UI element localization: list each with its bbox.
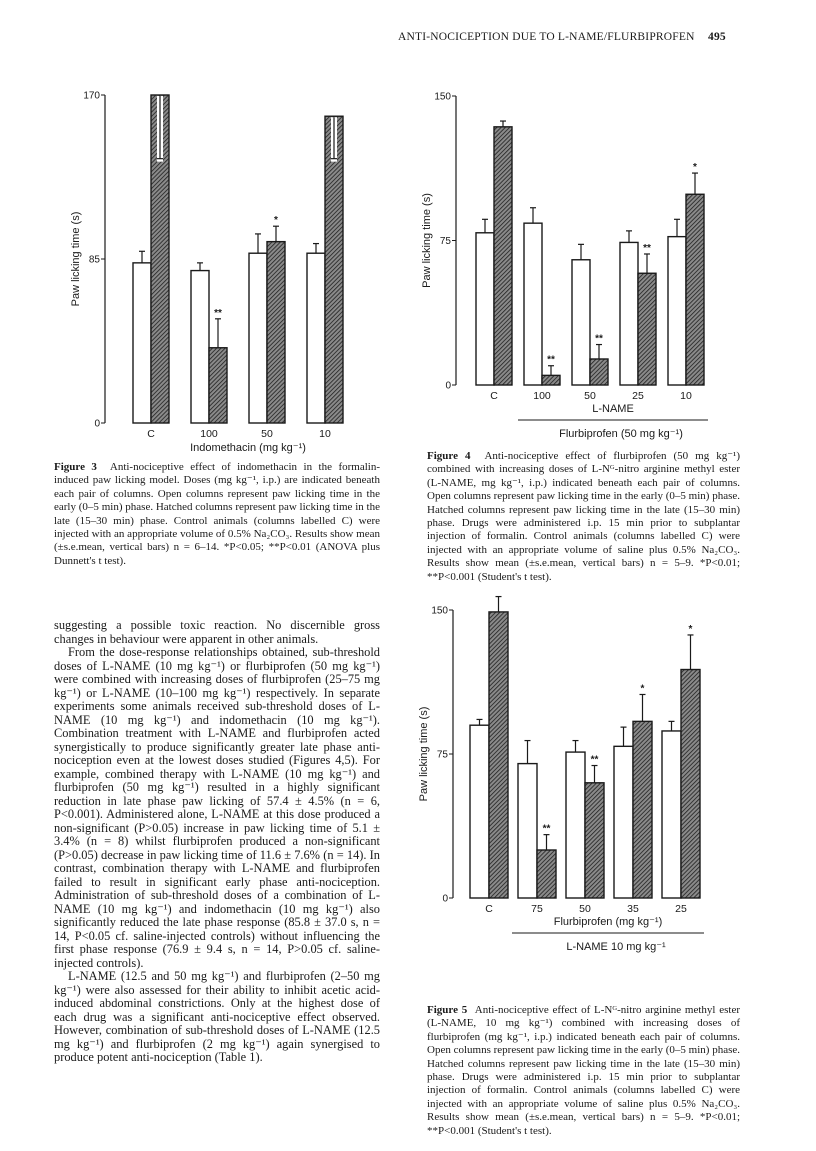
figure-4-x-tick-label: 100 xyxy=(533,390,551,402)
figure-4-y-tick-label: 0 xyxy=(445,380,451,392)
figure-5-bar-late xyxy=(633,721,652,898)
figure-3-y-tick-label: 170 xyxy=(83,90,100,102)
figure-5-significance-label: * xyxy=(640,683,645,695)
figure-3-x-tick-label: 10 xyxy=(319,428,331,440)
figure-4-caption-text: Anti-nociceptive effect of flurbiprofen (50 mg kg⁻¹) combined with increasing doses of L-Nᴳ-nitro arginine methyl ester (L-NAME, mg kg⁻¹, i.p.) indicated beneath each pair of columns. Open columns represent paw licking time in the early (0–5 min) phase. Hatched columns represent paw licking time in the late (15–30 min) phase. Drugs were administered i.p. 15 min prior to subplantar injection of formalin. Control animals (columns labelled C) were injected with an appropriate volume of saline plus 0.5% Na₂CO₃. Results show mean (±s.e.mean, vertical bars) n = 5–9. *P<0.01; **P<0.001 (Student's t test). xyxy=(427,450,741,583)
figure-4-y-tick-label: 150 xyxy=(434,91,451,103)
figure-5-bar-late xyxy=(585,783,604,898)
figure-5-y-axis-label: Paw licking time (s) xyxy=(418,706,430,802)
figure-4-x-tick-label: C xyxy=(490,390,498,402)
figure-5-bar-late xyxy=(681,670,700,898)
figure-5-x-tick-label: 25 xyxy=(675,903,687,915)
figure-5-x-tick-label: 50 xyxy=(579,903,591,915)
figure-3-significance-label: ** xyxy=(214,307,222,319)
figure-3-caption-label: Figure 3 xyxy=(54,461,97,473)
figure-3-significance-label: * xyxy=(274,215,278,227)
figure-5-bar-early xyxy=(614,746,633,898)
figure-4-y-axis-label: Paw licking time (s) xyxy=(421,193,433,288)
figure-5-group-label: L-NAME 10 mg kg⁻¹ xyxy=(566,941,666,953)
figure-5-y-tick-label: 150 xyxy=(431,605,448,617)
body-paragraph: L-NAME (12.5 and 50 mg kg⁻¹) and flurbiprofen (2–50 mg kg⁻¹) were also assessed for their ability to inhibit acetic acid-induced abdominal constrictions. Only at the highest dose of each drug was a significant anti-nociceptive effect observed. However, combination of sub-threshold doses of L-NAME (12.5 mg kg⁻¹) and flurbiprofen (2 mg kg⁻¹) again synergised to produce potent anti-nociception (Table 1). xyxy=(54,969,380,1064)
figure-3-y-axis-label: Paw licking time (s) xyxy=(70,211,82,307)
figure-3-y-tick-label: 85 xyxy=(88,254,100,266)
figure-5-caption-text: Anti-nociceptive effect of L-Nᴳ-nitro arginine methyl ester (L-NAME, 10 mg kg⁻¹) combined with increasing doses of flurbiprofen (mg kg⁻¹, i.p.) indicated beneath each pair of columns. Open columns represent paw licking time in the early (0–5 min) phase. Hatched columns represent paw licking time in the late (15–30 min) phase. Drugs were administered i.p. 15 min prior to subplantar injection of formalin. Control animals (columns labelled C) were injected with an appropriate volume of saline plus 0.5% Na₂CO₃. Results show mean (±s.e.mean, vertical bars) n = 5–9. *P<0.01; **P<0.001 (Student's t test). xyxy=(427,1004,740,1137)
figure-4-x-tick-label: 10 xyxy=(680,390,692,402)
body-paragraph: suggesting a possible toxic reaction. No discernible gross changes in behaviour were apparent in other animals. xyxy=(54,618,380,646)
figure-5-bar-early xyxy=(662,731,681,898)
body-paragraph: From the dose-response relationships obtained, sub-threshold doses of L-NAME (10 mg kg⁻¹) or flurbiprofen (50 mg kg⁻¹) were combined with increasing doses of flurbiprofen (25–75 mg kg⁻¹) or L-NAME (10–100 mg kg⁻¹) respectively. In separate experiments some animals received sub-threshold doses of L-NAME (10 mg kg⁻¹) and indomethacin (10 mg kg⁻¹). Combination treatment with L-NAME and flurbiprofen acted synergistically to produce significantly greater late phase anti-nociception even at the lowest doses studied (Figures 4,5). For example, combined therapy with L-NAME (10 mg kg⁻¹) and flurbiprofen (50 mg kg⁻¹) resulted in a highly significant reduction in late phase paw licking of 57.4 ± 4.5% (n = 6, P<0.001). Administered alone, L-NAME at this dose produced a non-significant (P>0.05) increase in paw licking time of 5.1 ± 3.4% (n = 8) whilst flurbiprofen produced a non-significant (P>0.05) decrease in paw licking time of 11.6 ± 7.6% (n = 14). In contrast, combination therapy with L-NAME and flurbiprofen failed to result in significant early phase anti-nociception. Administration of sub-threshold doses of a combination of L-NAME (10 mg kg⁻¹) and indomethacin (10 mg kg⁻¹) also significantly reduced the late phase response (85.8 ± 37.0 s, n = 14, P<0.05 cf. saline-injected controls) without influencing the first phase response (76.9 ± 9.4 s, n = 14, P>0.05 cf. saline-injected controls). xyxy=(54,645,380,970)
figure-4-x-tick-label: 50 xyxy=(584,390,596,402)
figure-3-x-tick-label: C xyxy=(147,428,155,440)
figure-5-bar-early xyxy=(566,752,585,898)
figure-5-x-tick-label: 75 xyxy=(531,903,543,915)
figure-5-bar-late xyxy=(489,612,508,898)
figure-5-y-tick-label: 0 xyxy=(442,893,448,905)
figure-3-x-axis-label: Indomethacin (mg kg⁻¹) xyxy=(190,442,306,454)
figure-4-group-label: Flurbiprofen (50 mg kg⁻¹) xyxy=(559,428,683,440)
figure-5-bar-early xyxy=(470,725,489,898)
figure-4-significance-label: ** xyxy=(643,242,651,254)
figure-5-x-tick-label: 35 xyxy=(627,903,639,915)
figure-3-x-tick-label: 50 xyxy=(261,428,273,440)
figure-5-bar-early xyxy=(518,764,537,898)
figure-4-caption-label: Figure 4 xyxy=(427,450,471,462)
figure-4-significance-label: ** xyxy=(595,333,603,345)
figure-5-significance-label: ** xyxy=(542,823,551,835)
figure-5-bar-late xyxy=(537,850,556,898)
figure-4-x-axis-label: L-NAME xyxy=(592,403,634,415)
figure-3-x-tick-label: 100 xyxy=(200,428,218,440)
figure-5-significance-label: * xyxy=(688,623,693,635)
body-text xyxy=(54,619,380,1065)
figure-4-significance-label: * xyxy=(693,162,697,174)
figure-5-caption xyxy=(427,1004,740,1138)
figure-3-y-tick-label: 0 xyxy=(94,418,100,430)
figure-5-caption-label: Figure 5 xyxy=(427,1004,468,1016)
figure-4-y-tick-label: 75 xyxy=(439,236,451,247)
figure-5-x-axis-label: Flurbiprofen (mg kg⁻¹) xyxy=(553,916,663,928)
figure-5-significance-label: ** xyxy=(590,754,599,766)
running-head-title: ANTI-NOCICEPTION DUE TO L-NAME/FLURBIPROFEN xyxy=(398,31,695,43)
figure-5-y-tick-label: 75 xyxy=(436,749,448,761)
figure-4-x-tick-label: 25 xyxy=(632,390,644,402)
page-number: 495 xyxy=(708,31,726,43)
figure-5-x-tick-label: C xyxy=(485,903,493,915)
figure-3-caption-text: Anti-nociceptive effect of indomethacin in the formalin-induced paw licking model. Doses (mg kg⁻¹, i.p.) are indicated beneath each pair of columns. Open columns represent paw licking time in the early (0–5 min) phase. Hatched columns represent paw licking time in the late (15–30 min) phase. Control animals (columns labelled C) were injected with an appropriate volume of 0.5% Na₂CO₃. Results show mean (±s.e.mean, vertical bars) n = 6–14. *P<0.05; **P<0.01 (ANOVA plus Dunnett's t test). xyxy=(54,461,380,567)
figure-4-significance-label: ** xyxy=(547,354,555,366)
